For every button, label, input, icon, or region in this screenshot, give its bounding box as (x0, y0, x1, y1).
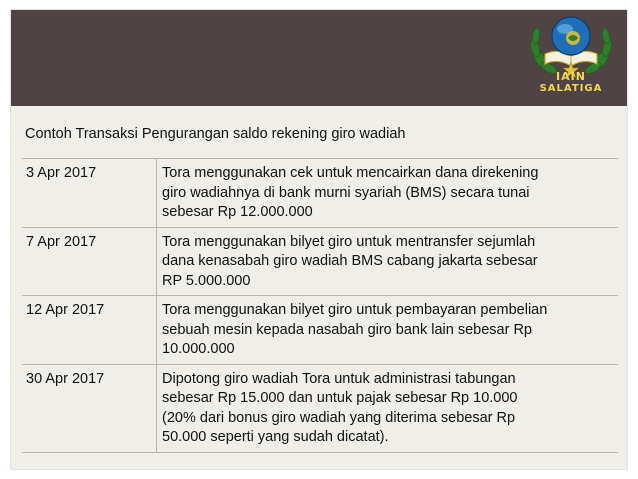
transaction-date: 7 Apr 2017 (22, 227, 157, 296)
transaction-date: 30 Apr 2017 (22, 364, 157, 452)
description-line: Dipotong giro wadiah Tora untuk administrasi tabungan (162, 370, 516, 387)
transaction-description (157, 159, 619, 228)
transaction-description (157, 364, 619, 452)
description-line: (20% dari bonus giro wadiah yang diterima sebesar Rp (162, 409, 516, 426)
description-line: dana kenasabah giro wadiah BMS cabang jakarta sebesar (162, 253, 538, 269)
table-row (22, 296, 618, 365)
logo-text-salatiga: SALATIGA (539, 83, 603, 94)
description-line: 10.000.000 (162, 341, 235, 357)
table-title: Contoh Transaksi Pengurangan saldo rekening giro wadiah (25, 126, 406, 142)
table-row (22, 364, 618, 452)
description-line: 50.000 seperti yang sudah dicatat). (162, 429, 389, 445)
description-line: Tora menggunakan bilyet giro untuk pembayaran pembelian (162, 302, 548, 318)
description-line: Tora menggunakan cek untuk mencairkan dana direkening (162, 165, 539, 181)
description-line: giro wadiahnya di bank murni syariah (BMS) secara tunai (162, 184, 530, 201)
iain-salatiga-logo (515, 10, 627, 106)
transaction-date: 3 Apr 2017 (22, 159, 157, 228)
header-bar (11, 10, 627, 106)
description-line: sebesar Rp 12.000.000 (162, 204, 313, 220)
logo-text-iain: IAIN (556, 70, 586, 83)
transaction-description (157, 296, 619, 365)
transaction-date: 12 Apr 2017 (22, 296, 157, 365)
description-line: Tora menggunakan bilyet giro untuk mentransfer sejumlah (162, 233, 536, 250)
slide (11, 10, 627, 469)
transaction-description (157, 227, 619, 296)
description-line: sebuah mesin kepada nasabah giro bank lain sebesar Rp (162, 321, 532, 338)
description-line: RP 5.000.000 (162, 272, 251, 289)
transactions-table (22, 158, 618, 453)
table-row (22, 159, 618, 228)
table-row (22, 227, 618, 296)
description-line: sebesar Rp 15.000 dan untuk pajak sebesar Rp 10.000 (162, 390, 518, 406)
